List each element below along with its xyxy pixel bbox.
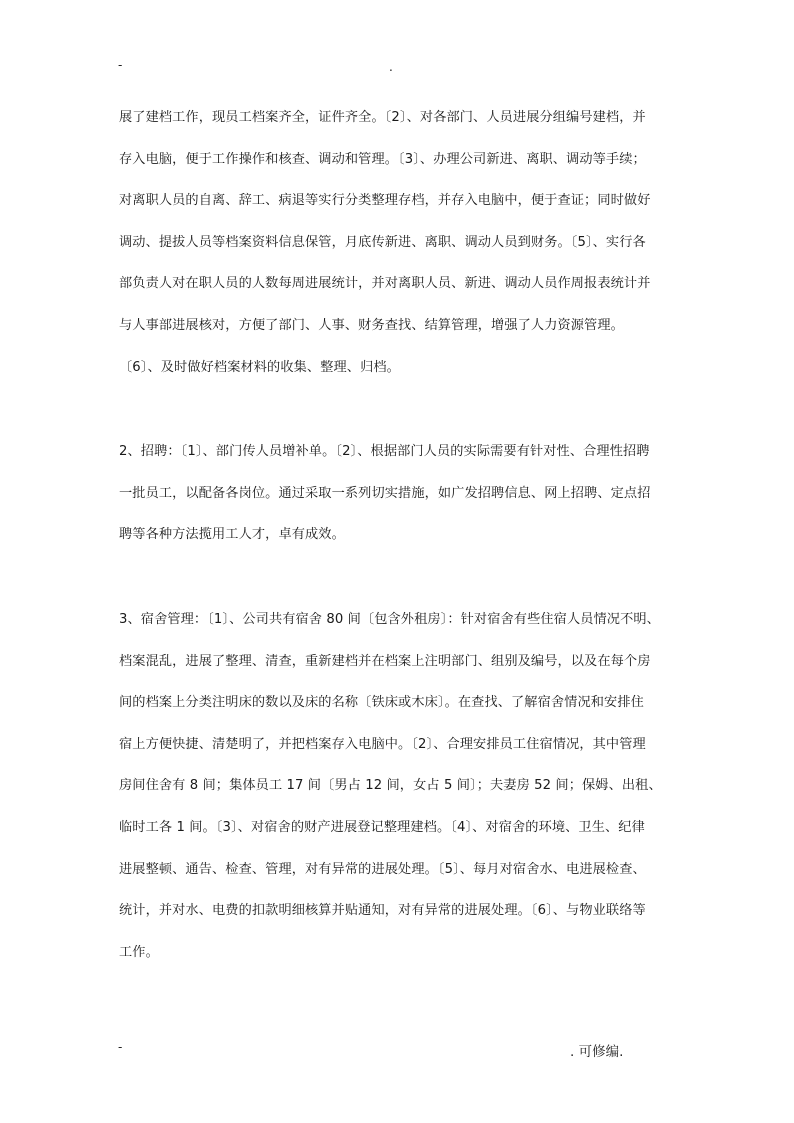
text-line: 房间住舍有 8 间；集体员工 17 间〔男占 12 间，女占 5 间〕；夫妻房 52 间；保姆、出租、 — [119, 778, 662, 794]
text-line: 宿上方便快捷、清楚明了，并把档案存入电脑中。〔2〕、合理安排员工住宿情况，其中管理 — [119, 736, 646, 752]
text-line: 对离职人员的自离、辞工、病退等实行分类整理存档，并存入电脑中，便于查证；同时做好 — [119, 193, 651, 209]
text-line: 与人事部进展核对，方便了部门、人事、财务查找、结算管理，增强了人力资源管理。 — [119, 317, 624, 333]
footer-left-mark: - — [118, 1040, 123, 1054]
document-body — [119, 108, 675, 984]
text-line: 进展整顿、通告、检查、管理，对有异常的进展处理。〔5〕、每月对宿舍水、电进展检查、 — [119, 861, 646, 877]
text-line: 〔6〕、及时做好档案材料的收集、整理、归档。 — [119, 359, 400, 375]
text-line: 一批员工，以配备各岗位。通过采取一系列切实措施，如广发招聘信息、网上招聘、定点招 — [119, 485, 651, 501]
paragraph-spacer — [119, 399, 675, 442]
text-line: 统计，并对水、电费的扣款明细核算并贴通知，对有异常的进展处理。〔6〕、与物业联络等 — [119, 903, 646, 919]
paragraph-dormitory-management — [119, 610, 675, 984]
text-line: 间的档案上分类注明床的数以及床的名称〔铁床或木床〕。在查找、了解宿舍情况和安排住 — [119, 695, 644, 711]
text-line: 临时工各 1 间。〔3〕、对宿舍的财产进展登记整理建档。〔4〕、对宿舍的环境、卫生、纪律 — [119, 819, 645, 835]
text-line: 工作。 — [119, 944, 159, 960]
text-line: 档案混乱，进展了整理、清查，重新建档并在档案上注明部门、组别及编号，以及在每个房 — [119, 653, 651, 669]
text-line: 展了建档工作，现员工档案齐全，证件齐全。〔2〕、对各部门、人员进展分组编号建档，并 — [119, 110, 646, 125]
header-right-mark: . — [389, 60, 393, 74]
paragraph-archive-management — [119, 108, 675, 399]
text-line: 部负责人对在职人员的人数每周进展统计，并对离职人员、新进、调动人员作周报表统计并 — [119, 276, 651, 292]
paragraph-recruitment — [119, 442, 675, 567]
header-left-mark: - — [118, 58, 123, 72]
text-line: 存入电脑，便于工作操作和核查、调动和管理。〔3〕、办理公司新进、离职、调动等手续； — [119, 151, 646, 167]
text-line: 调动、提拔人员等档案资料信息保管，月底传新进、离职、调动人员到财务。〔5〕、实行各 — [119, 234, 646, 250]
paragraph-spacer — [119, 567, 675, 610]
footer-right-text: . 可修编. — [570, 1044, 624, 1060]
text-line: 聘等各种方法揽用工人才，卓有成效。 — [119, 527, 345, 543]
text-line: 3、宿舍管理：〔1〕、公司共有宿舍 80 间〔包含外租房〕：针对宿舍有些住宿人员情况不明、 — [119, 611, 660, 627]
text-line: 2、招聘：〔1〕、部门传人员增补单。〔2〕、根据部门人员的实际需要有针对性、合理性招聘 — [119, 444, 650, 460]
